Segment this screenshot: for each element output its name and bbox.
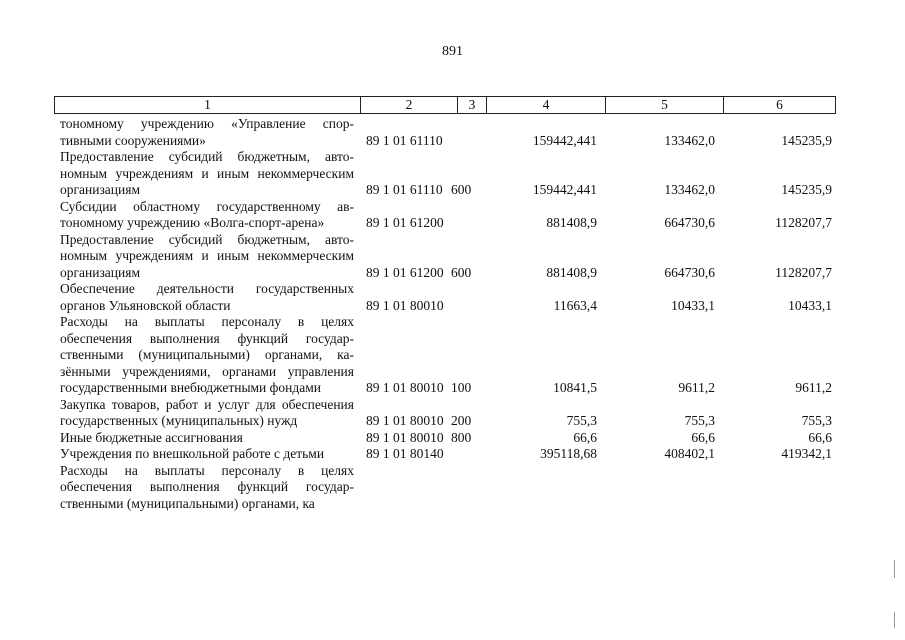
row-value-col4: 395118,68 [540, 446, 597, 461]
row-value-col5: 755,3 [684, 413, 715, 428]
row-description: Обеспечение деятельности государственных органов Ульяновской области [60, 281, 354, 313]
row-expense-type: 600 [451, 264, 472, 280]
row-code: 89 1 01 61200 [366, 215, 444, 230]
row-code: 89 1 01 80010 [366, 413, 444, 428]
row-expense-type: 800 [451, 429, 472, 445]
table-row [60, 149, 836, 199]
row-description: Расходы на выплаты персоналу в целях обеспечения выполнения функций государственными (муниципальными) органами, ка [60, 462, 354, 511]
scan-edge-mark [894, 560, 895, 578]
row-value-col6: 419342,1 [781, 446, 832, 461]
row-value-col6: 9611,2 [795, 380, 832, 395]
table-row [60, 199, 836, 232]
row-description: Расходы на выплаты персоналу в целях обеспечения выполнения функций государственными (муниципальными) органами, казёнными учреждениями, органами управления государственными внебюджетными фондами [60, 314, 354, 395]
table-row [60, 281, 836, 314]
row-value-col5: 408402,1 [664, 446, 715, 461]
table-row [60, 314, 836, 397]
row-value-col6: 755,3 [801, 413, 832, 428]
row-value-col5: 133462,0 [664, 132, 715, 148]
row-value-col4: 881408,9 [546, 215, 597, 230]
row-value-col6: 66,6 [808, 429, 832, 445]
row-description: Закупка товаров, работ и услуг для обеспечения государственных (муниципальных) нужд [60, 396, 354, 428]
column-header-5: 5 [606, 97, 724, 113]
table-row [60, 116, 836, 149]
row-value-col4: 10841,5 [553, 380, 597, 395]
row-value-col6: 1128207,7 [775, 215, 832, 230]
row-description: Предоставление субсидий бюджетным, автономным учреждениям и иным некоммерческим организациям [60, 149, 354, 197]
table-row [60, 232, 836, 282]
row-description: Иные бюджетные ассигнования [60, 429, 243, 445]
row-value-col4: 159442,441 [532, 182, 597, 197]
row-value-col4: 11663,4 [553, 297, 597, 313]
row-expense-type: 100 [451, 380, 472, 395]
row-value-col6: 10433,1 [788, 297, 832, 313]
table-header [54, 96, 836, 114]
row-code: 89 1 01 80010 [366, 297, 444, 313]
row-code: 89 1 01 80140 [366, 446, 444, 461]
table-row [60, 430, 836, 447]
table-row [60, 446, 836, 463]
table-row [60, 463, 836, 513]
scan-edge-mark [894, 612, 895, 628]
column-header-2: 2 [361, 97, 458, 113]
row-description: Субсидии областному государственному автономному учреждению «Волга-спорт-арена» [60, 198, 354, 230]
row-value-col6: 145235,9 [781, 182, 832, 197]
row-value-col4: 66,6 [573, 429, 597, 445]
row-code: 89 1 01 80010 [366, 380, 444, 395]
page-number: 891 [442, 44, 463, 59]
row-description: Предоставление субсидий бюджетным, автономным учреждениям и иным некоммерческим организациям [60, 231, 354, 280]
row-expense-type: 200 [451, 413, 472, 428]
row-value-col6: 1128207,7 [775, 264, 832, 280]
row-value-col5: 133462,0 [664, 182, 715, 197]
row-value-col5: 66,6 [691, 429, 715, 445]
row-value-col4: 159442,441 [532, 132, 597, 148]
row-value-col5: 664730,6 [664, 215, 715, 230]
row-value-col6: 145235,9 [781, 132, 832, 148]
row-description: тономному учреждению «Управление спортивными сооружениями» [60, 116, 354, 148]
table-row [60, 397, 836, 430]
row-value-col4: 755,3 [566, 413, 597, 428]
row-value-col5: 664730,6 [664, 264, 715, 280]
row-value-col4: 881408,9 [546, 264, 597, 280]
column-header-6: 6 [776, 97, 783, 112]
column-header-3: 3 [458, 97, 487, 113]
row-description: Учреждения по внешкольной работе с детьми [60, 446, 325, 461]
row-value-col5: 9611,2 [678, 380, 715, 395]
table-body [60, 116, 836, 512]
row-code: 89 1 01 80010 [366, 429, 444, 445]
row-code: 89 1 01 61110 [366, 182, 443, 197]
row-code: 89 1 01 61110 [366, 132, 443, 148]
column-header-1: 1 [55, 97, 361, 113]
row-code: 89 1 01 61200 [366, 264, 444, 280]
column-header-4: 4 [487, 97, 606, 113]
row-expense-type: 600 [451, 182, 472, 197]
row-value-col5: 10433,1 [671, 297, 715, 313]
